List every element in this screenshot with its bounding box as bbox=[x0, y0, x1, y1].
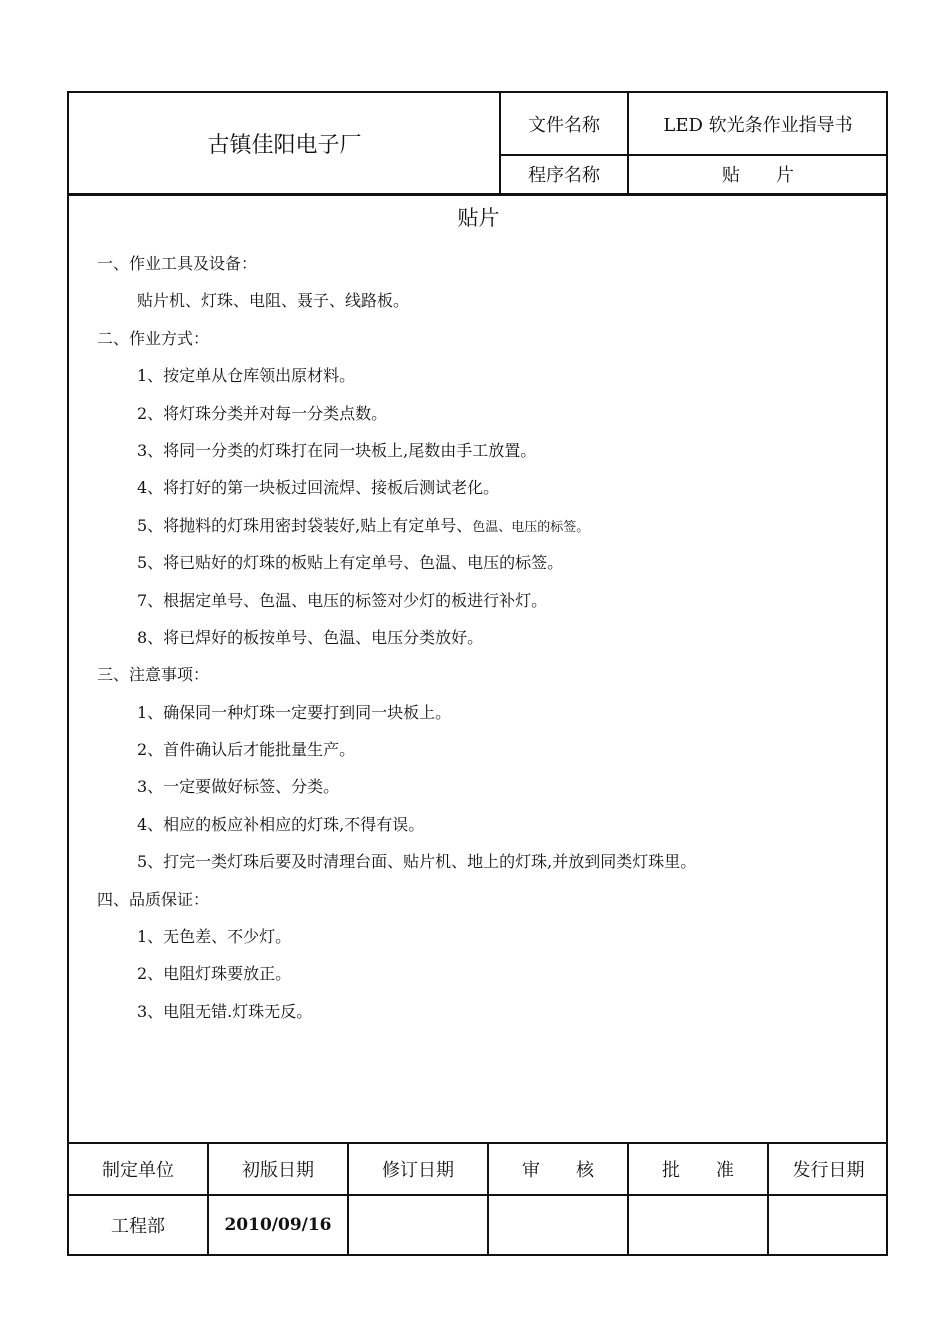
list-item: 8、将已焊好的板按单号、色温、电压分类放好。 bbox=[137, 627, 484, 647]
list-item-small-text: 色温、电压的标签。 bbox=[472, 519, 590, 535]
list-item: 5、打完一类灯珠后要及时清理台面、贴片机、地上的灯珠,并放到同类灯珠里。 bbox=[137, 852, 697, 872]
document-title: 贴片 bbox=[457, 206, 500, 230]
list-item: 3、将同一分类的灯珠打在同一块板上,尾数由手工放置。 bbox=[137, 440, 537, 460]
list-item: 1、无色差、不少灯。 bbox=[137, 927, 292, 947]
work-instruction-sheet bbox=[67, 91, 888, 1256]
list-item: 贴片机、灯珠、电阻、聂子、线路板。 bbox=[137, 291, 410, 311]
list-item: 2、将灯珠分类并对每一分类点数。 bbox=[137, 403, 388, 423]
list-item bbox=[97, 507, 877, 544]
list-item: 3、一定要做好标签、分类。 bbox=[137, 777, 340, 797]
list-item: 1、确保同一种灯珠一定要打到同一块板上。 bbox=[137, 702, 452, 722]
list-item: 2、电阻灯珠要放正。 bbox=[137, 964, 292, 984]
list-item: 2、首件确认后才能批量生产。 bbox=[137, 740, 356, 760]
footer-value-first-date: 2010/09/16 bbox=[224, 1215, 332, 1235]
list-item: 4、将打好的第一块板过回流焊、接板后测试老化。 bbox=[137, 478, 500, 498]
list-item-text: 5、将抛料的灯珠用密封袋装好,贴上有定单号、 bbox=[137, 515, 473, 535]
footer-value-revision-date bbox=[349, 1196, 487, 1254]
list-item: 7、根据定单号、色温、电压的标签对少灯的板进行补灯。 bbox=[137, 590, 548, 610]
footer-label-review: 审 核 bbox=[522, 1160, 594, 1181]
file-name-value: LED 软光条作业指导书 bbox=[663, 115, 853, 136]
footer-value-review bbox=[489, 1196, 627, 1254]
list-item: 5、将已贴好的灯珠的板贴上有定单号、色温、电压的标签。 bbox=[137, 553, 564, 573]
file-name-label: 文件名称 bbox=[528, 115, 600, 136]
footer-label-revision-date: 修订日期 bbox=[382, 1160, 454, 1181]
footer-label-first-date: 初版日期 bbox=[242, 1160, 314, 1181]
section-heading: 一、作业工具及设备： bbox=[97, 254, 258, 273]
process-name-value: 贴 片 bbox=[722, 165, 794, 186]
footer-value-issue-date bbox=[769, 1196, 888, 1254]
company-name: 古镇佳阳电子厂 bbox=[207, 132, 362, 158]
footer-label-issue-date: 发行日期 bbox=[792, 1160, 865, 1181]
list-item: 1、按定单从仓库领出原材料。 bbox=[137, 366, 356, 386]
instruction-body bbox=[97, 245, 877, 1030]
list-item: 4、相应的板应补相应的灯珠,不得有误。 bbox=[137, 814, 425, 834]
section-heading: 二、作业方式： bbox=[97, 328, 210, 348]
section-heading: 三、注意事项： bbox=[97, 665, 210, 685]
footer-label-maker: 制定单位 bbox=[102, 1160, 174, 1181]
section-heading: 四、品质保证： bbox=[97, 889, 210, 909]
footer-label-approve: 批 准 bbox=[662, 1160, 734, 1181]
process-name-label: 程序名称 bbox=[528, 165, 600, 186]
footer-value-approve bbox=[629, 1196, 767, 1254]
header-bottom-border bbox=[69, 193, 888, 196]
footer-value-maker: 工程部 bbox=[111, 1216, 165, 1237]
list-item: 3、电阻无错.灯珠无反。 bbox=[137, 1001, 313, 1021]
